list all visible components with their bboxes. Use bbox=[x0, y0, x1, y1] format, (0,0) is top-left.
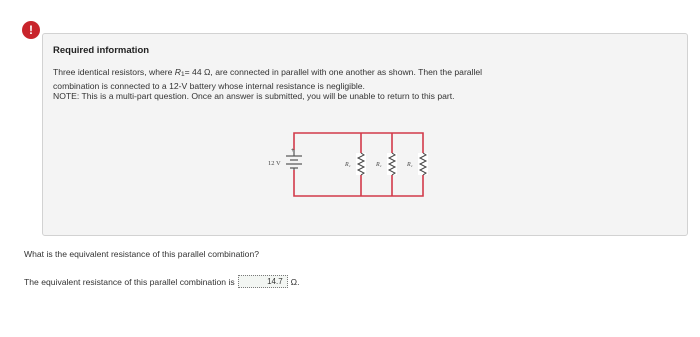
answer-unit: Ω. bbox=[290, 276, 300, 287]
question-prompt: What is the equivalent resistance of this parallel combination? bbox=[24, 249, 260, 259]
resistor-3-label: R₁ bbox=[407, 162, 413, 168]
problem-line-3: NOTE: This is a multi-part question. Once an answer is submitted, you will be unable to return to this part. bbox=[53, 91, 455, 101]
answer-prefix: The equivalent resistance of this parallel combination is bbox=[24, 276, 235, 287]
alert-icon: ! bbox=[22, 21, 40, 39]
problem-line-1: Three identical resistors, where R1= 44 Ω, are connected in parallel with one another as shown. Then the parallel bbox=[53, 67, 483, 78]
resistor-2-label: R₁ bbox=[376, 162, 382, 168]
problem-line-2: combination is connected to a 12-V battery whose internal resistance is negligible. bbox=[53, 80, 365, 91]
resistor-1-label: R₁ bbox=[345, 162, 351, 168]
answer-input[interactable]: 14.7 bbox=[238, 275, 288, 288]
battery-voltage-label: 12 V bbox=[268, 160, 281, 167]
circuit-diagram bbox=[260, 128, 440, 203]
battery-plus-sign: + bbox=[291, 148, 295, 154]
required-information-title: Required information bbox=[53, 45, 150, 56]
answer-row bbox=[24, 275, 299, 288]
problem-statement bbox=[53, 67, 653, 102]
